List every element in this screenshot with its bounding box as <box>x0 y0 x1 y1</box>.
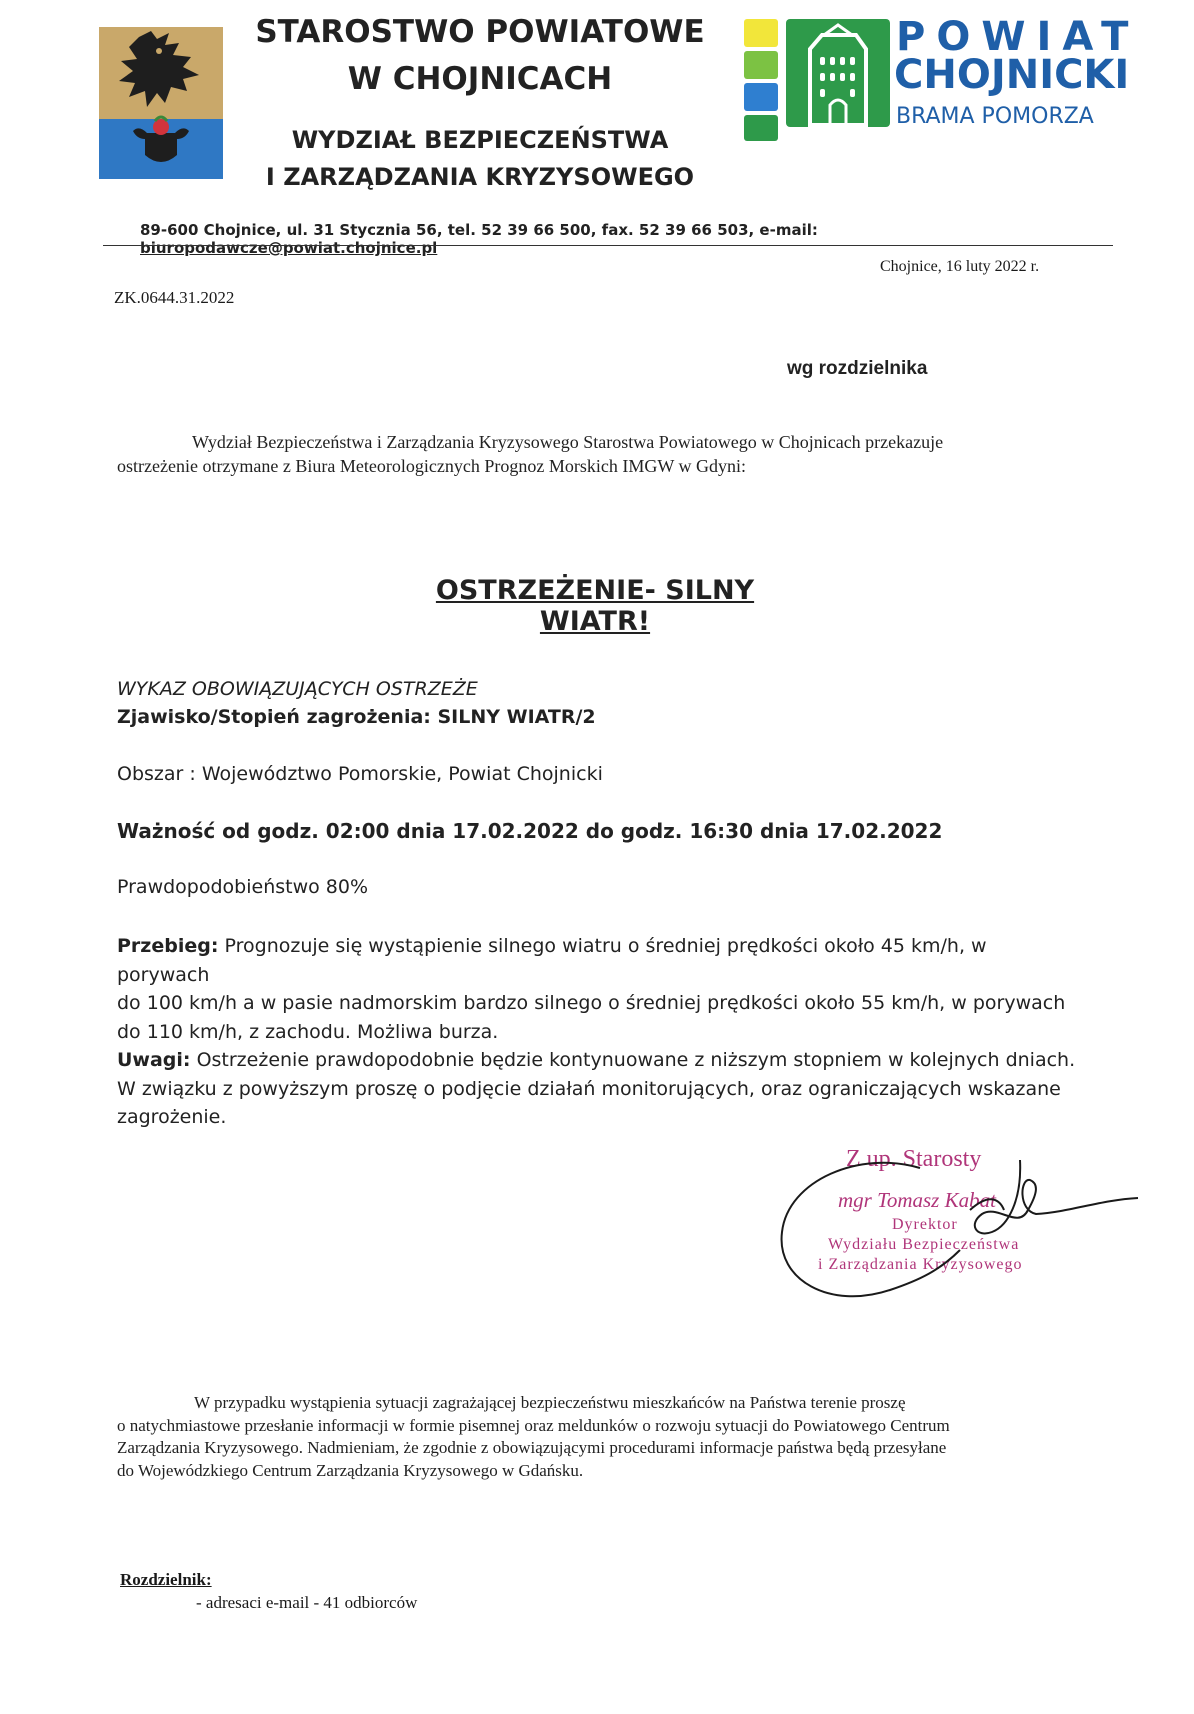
course-label: Przebieg: <box>117 935 219 957</box>
tower-gate-icon <box>786 19 890 127</box>
notes-label: Uwagi: <box>117 1049 191 1071</box>
stamp-line4: Wydziału Bezpieczeństwa <box>828 1236 1020 1253</box>
phenomenon-label: Zjawisko/Stopień zagrożenia: <box>117 706 438 728</box>
phenomenon-line <box>117 706 596 728</box>
contact-text: 89-600 Chojnice, ul. 31 Stycznia 56, tel. 52 39 66 500, fax. 52 39 66 503, e-mail: <box>140 221 818 239</box>
notes-line2: W związku z powyższym proszę o podjęcie działań monitorujących, oraz ograniczających wskazane <box>117 1077 1061 1100</box>
distribution-item: - adresaci e-mail - 41 odbiorców <box>196 1593 418 1612</box>
warning-title: OSTRZEŻENIE- SILNY WIATR! <box>435 575 755 637</box>
footer-paragraph <box>117 1392 1073 1482</box>
distribution-label: Rozdzielnik: <box>120 1570 212 1589</box>
area-line: Obszar : Województwo Pomorskie, Powiat Chojnicki <box>117 763 603 785</box>
course-line1: Prognozuje się wystąpienie silnego wiatru o średniej prędkości około 45 km/h, w porywach <box>117 935 987 986</box>
signature-icon <box>770 1140 1150 1320</box>
stamp-line1: Z up. Starosty <box>846 1146 982 1172</box>
validity-line: Ważność od godz. 02:00 dnia 17.02.2022 do godz. 16:30 dnia 17.02.2022 <box>117 819 943 843</box>
stamp-line5: i Zarządzania Kryzysowego <box>818 1256 1023 1273</box>
warning-list-heading: WYKAZ OBOWIĄZUJĄCYCH OSTRZEŻE <box>117 678 478 700</box>
logo-word-chojnicki: CHOJNICKI <box>894 52 1130 98</box>
office-title-line1: STAROSTWO POWIATOWE <box>255 14 705 50</box>
probability-line: Prawdopodobieństwo 80% <box>117 876 369 898</box>
notes-paragraph <box>117 1046 1077 1132</box>
reference-number: ZK.0644.31.2022 <box>114 288 235 307</box>
footer-line2: o natychmiastowe przesłanie informacji w formie pisemnej oraz meldunków o rozwoju sytuacji do Powiatowego Centrum <box>117 1415 950 1435</box>
contact-email-link[interactable]: biuropodawcze@powiat.chojnice.pl <box>140 239 438 257</box>
stamp-line2: mgr Tomasz Kabat <box>838 1188 996 1212</box>
logo-word-powiat: POWIAT <box>896 14 1140 60</box>
course-line2: do 100 km/h a w pasie nadmorskim bardzo silnego o średniej prędkości około 55 km/h, w porywach <box>117 992 1066 1014</box>
addressee: wg rozdzielnika <box>787 358 928 379</box>
department-title-line2: I ZARZĄDZANIA KRYZYSOWEGO <box>265 163 695 191</box>
footer-line1: W przypadku wystąpienia sytuacji zagrażającej bezpieczeństwu mieszkańców na Państwa terenie proszę <box>194 1393 906 1412</box>
phenomenon-value: SILNY WIATR/2 <box>437 706 596 728</box>
intro-line1: Wydział Bezpieczeństwa i Zarządzania Kryzysowego Starostwa Powiatowego w Chojnicach przekazuje <box>192 432 944 452</box>
notes-line3: zagrożenie. <box>117 1106 227 1128</box>
intro-line2: ostrzeżenie otrzymane z Biura Meteorologicznych Prognoz Morskich IMGW w Gdyni: <box>117 456 746 476</box>
place-date: Chojnice, 16 luty 2022 r. <box>880 258 1040 275</box>
footer-line3: Zarządzania Kryzysowego. Nadmieniam, że zgodnie z obowiązującymi procedurami informacje państwa będą przesyłane <box>117 1438 947 1457</box>
stamp-line3: Dyrektor <box>892 1216 958 1233</box>
contact-line <box>140 221 1040 257</box>
intro-paragraph <box>117 430 1073 478</box>
office-title-line2: W CHOJNICACH <box>347 61 613 97</box>
footer-line4: do Wojewódzkiego Centrum Zarządzania Kryzysowego w Gdańsku. <box>117 1460 584 1480</box>
course-line3: do 110 km/h, z zachodu. Możliwa burza. <box>117 1020 499 1043</box>
course-paragraph <box>117 932 1077 1046</box>
department-title-line1: WYDZIAŁ BEZPIECZEŃSTWA <box>291 126 669 154</box>
coat-of-arms-icon <box>99 27 223 179</box>
logo-tagline: BRAMA POMORZA <box>896 104 1094 129</box>
notes-line1: Ostrzeżenie prawdopodobnie będzie kontynuowane z niższym stopniem w kolejnych dniach. <box>196 1049 1076 1071</box>
header-divider <box>103 245 1113 246</box>
